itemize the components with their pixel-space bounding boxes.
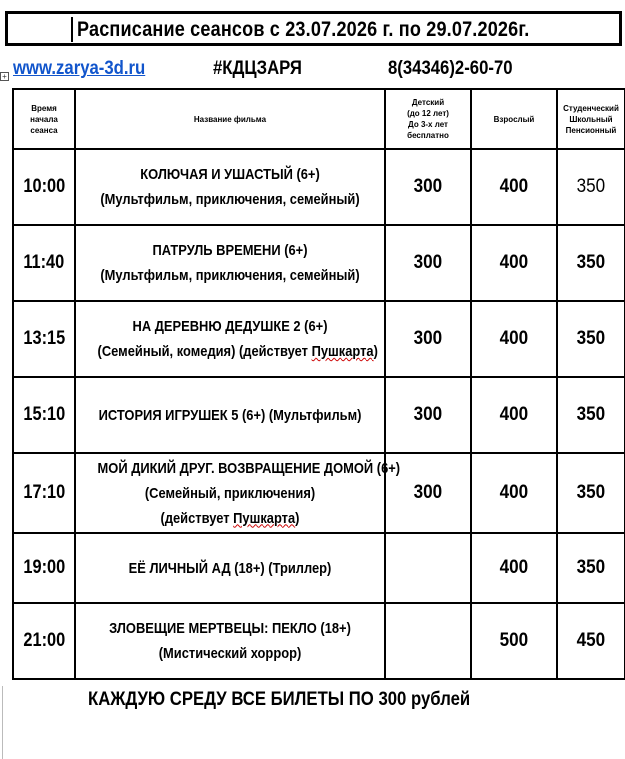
phone-number: 8(34346)2-60-70 [388, 58, 513, 79]
header-film-label: Название фильма [193, 114, 267, 124]
adult-price-cell [471, 453, 557, 533]
film-cell [75, 603, 385, 679]
student-price-cell [557, 149, 625, 225]
header-adult [471, 89, 557, 149]
student-price: 350 [576, 176, 606, 197]
student-price-cell [557, 453, 625, 533]
header-child-line: До 3-х лет [408, 120, 448, 129]
table-row [13, 149, 625, 225]
session-time-cell [13, 225, 75, 301]
child-price: 300 [413, 328, 443, 349]
table-row [13, 453, 625, 533]
table-move-handle-icon[interactable]: + [0, 72, 9, 81]
film-cell [75, 301, 385, 377]
session-time-cell [13, 377, 75, 453]
film-title: ПАТРУЛЬ ВРЕМЕНИ (6+) [152, 242, 308, 259]
page-margin-line [2, 686, 3, 759]
page-title: Расписание сеансов с 23.07.2026 г. по 29.07.2026г. [77, 18, 530, 41]
film-cell [75, 225, 385, 301]
film-cell [75, 453, 401, 533]
website-link[interactable]: www.zarya-3d.ru [13, 58, 146, 79]
film-note-text: (действует [160, 509, 234, 527]
header-student [557, 89, 625, 149]
title-box [5, 11, 622, 46]
wednesday-promo-note: КАЖДУЮ СРЕДУ ВСЕ БИЛЕТЫ ПО 300 рублей [88, 689, 471, 710]
adult-price: 400 [499, 482, 529, 503]
child-price-cell [385, 377, 471, 453]
child-price: 300 [413, 176, 443, 197]
film-genre: (Мультфильм, приключения, семейный) [100, 191, 360, 208]
adult-price: 500 [499, 630, 529, 651]
text-cursor [71, 17, 73, 42]
header-student-line: Студенческий [563, 103, 619, 113]
table-row [13, 225, 625, 301]
film-note [98, 506, 363, 531]
film-title: НА ДЕРЕВНЮ ДЕДУШКЕ 2 (6+) [132, 318, 328, 335]
pushkarta-word: Пушкарта [233, 509, 296, 527]
student-price: 450 [576, 630, 606, 651]
table-row [13, 301, 625, 377]
session-time-cell [13, 603, 75, 679]
adult-price-cell [471, 533, 557, 603]
pushkarta-word: Пушкарта [311, 343, 374, 360]
adult-price: 400 [499, 404, 529, 425]
film-title: ИСТОРИЯ ИГРУШЕК 5 (6+) (Мультфильм) [98, 406, 362, 424]
session-time-cell [13, 453, 75, 533]
header-film [75, 89, 385, 149]
table-row [13, 603, 625, 679]
student-price-cell [557, 603, 625, 679]
student-price: 350 [576, 404, 606, 425]
child-price-cell [385, 225, 471, 301]
session-time: 13:15 [23, 328, 65, 349]
adult-price-cell [471, 225, 557, 301]
student-price-cell [557, 301, 625, 377]
adult-price: 400 [499, 328, 529, 349]
session-time: 19:00 [23, 557, 65, 578]
header-student-line: Школьный [569, 114, 613, 124]
student-price: 350 [576, 482, 606, 503]
film-cell [75, 377, 385, 453]
student-price-cell [557, 225, 625, 301]
child-price-cell [385, 149, 471, 225]
film-cell [75, 149, 385, 225]
session-time: 17:10 [23, 482, 65, 503]
header-adult-label: Взрослый [493, 114, 535, 124]
session-time: 21:00 [23, 630, 65, 651]
header-time-line: начала [30, 114, 58, 124]
student-price-cell [557, 533, 625, 603]
session-time-cell [13, 301, 75, 377]
student-price: 350 [576, 252, 606, 273]
header-time-line: Время [31, 103, 57, 113]
adult-price: 400 [499, 252, 529, 273]
closing-paren: ) [373, 343, 378, 360]
adult-price-cell [471, 603, 557, 679]
table-row [13, 533, 625, 603]
student-price: 350 [576, 557, 606, 578]
child-price-cell [385, 301, 471, 377]
header-time-line: сеанса [30, 125, 58, 135]
film-title: ЕЁ ЛИЧНЫЙ АД (18+) (Триллер) [128, 559, 332, 577]
child-price-cell [385, 603, 471, 679]
header-child-line: (до 12 лет) [407, 109, 449, 118]
session-time-cell [13, 149, 75, 225]
closing-paren: ) [295, 509, 300, 527]
header-child-line: бесплатно [407, 131, 449, 140]
adult-price-cell [471, 377, 557, 453]
film-title: МОЙ ДИКИЙ ДРУГ. ВОЗВРАЩЕНИЕ ДОМОЙ (6+) [97, 459, 401, 477]
adult-price: 400 [499, 557, 529, 578]
child-price-cell [385, 533, 471, 603]
table-header-row [13, 89, 625, 149]
film-genre-text: (Семейный, комедия) (действует [97, 343, 312, 360]
session-time: 11:40 [23, 252, 65, 273]
header-time [13, 89, 75, 149]
adult-price-cell [471, 301, 557, 377]
header-student-line: Пенсионный [565, 125, 617, 135]
child-price: 300 [413, 482, 443, 503]
header-child-line: Детский [411, 98, 445, 107]
session-time-cell [13, 533, 75, 603]
film-title: ЗЛОВЕЩИЕ МЕРТВЕЦЫ: ПЕКЛО (18+) [109, 620, 351, 637]
hashtag: #КДЦЗАРЯ [213, 58, 302, 79]
film-genre: (Семейный, приключения) [144, 484, 316, 502]
film-genre: (Мистический хоррор) [158, 645, 302, 662]
film-genre [97, 339, 378, 364]
student-price: 350 [576, 328, 606, 349]
table-row [13, 377, 625, 453]
child-price: 300 [413, 404, 443, 425]
adult-price: 400 [499, 176, 529, 197]
student-price-cell [557, 377, 625, 453]
adult-price-cell [471, 149, 557, 225]
film-title: КОЛЮЧАЯ И УШАСТЫЙ (6+) [140, 166, 320, 183]
header-child [385, 89, 471, 149]
session-time: 10:00 [23, 176, 65, 197]
schedule-table [12, 88, 625, 680]
session-time: 15:10 [23, 404, 65, 425]
film-cell [75, 533, 385, 603]
film-genre: (Мультфильм, приключения, семейный) [100, 267, 360, 284]
child-price: 300 [413, 252, 443, 273]
